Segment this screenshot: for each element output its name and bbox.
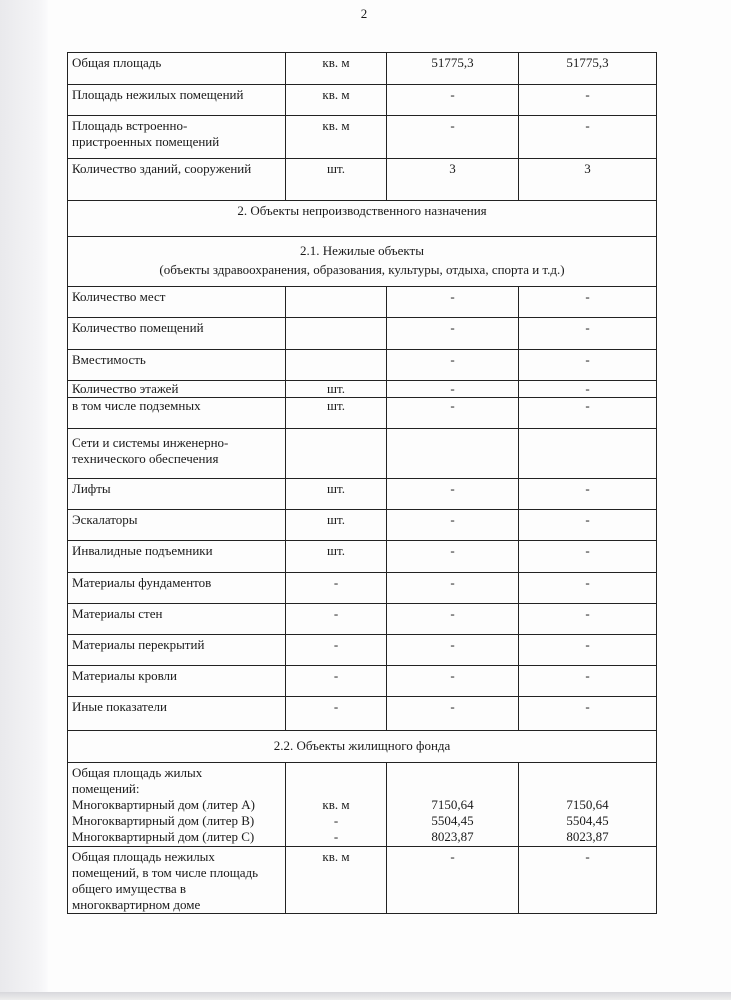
label-line: Многоквартирный дом (литер В) <box>72 813 255 828</box>
row-label <box>68 429 286 479</box>
row-label: Материалы кровли <box>68 666 286 697</box>
row-value-project: - <box>387 510 519 541</box>
row-value-project: 51775,3 <box>387 53 519 85</box>
row-label <box>68 763 286 847</box>
table-row <box>68 541 657 573</box>
label-line: Сети и системы инженерно- <box>72 435 229 450</box>
row-label: Количество зданий, сооружений <box>68 159 286 201</box>
row-label: Эскалаторы <box>68 510 286 541</box>
table-row <box>68 318 657 350</box>
row-unit: шт. <box>286 479 387 510</box>
row-value-project: - <box>387 541 519 573</box>
subsection-subtitle: (объекты здравоохранения, образования, культуры, отдыха, спорта и т.д.) <box>159 262 565 277</box>
row-unit: - <box>286 604 387 635</box>
row-label: Лифты <box>68 479 286 510</box>
table-row <box>68 635 657 666</box>
label-line: общего имущества в <box>72 881 187 896</box>
row-label: Материалы перекрытий <box>68 635 286 666</box>
table-row <box>68 847 657 914</box>
unit-line <box>290 781 382 797</box>
row-unit <box>286 318 387 350</box>
page-number: 2 <box>360 6 368 21</box>
row-value-actual: - <box>519 666 657 697</box>
section-header-row <box>68 201 657 237</box>
row-value-actual: - <box>519 116 657 159</box>
row-unit <box>286 429 387 479</box>
section-header-row <box>68 237 657 287</box>
unit-line: - <box>333 829 339 844</box>
row-unit: - <box>286 573 387 604</box>
value-line <box>523 781 652 797</box>
row-value-project: - <box>387 573 519 604</box>
section-title: 2. Объекты непроизводственного назначения <box>68 201 657 237</box>
row-label <box>68 847 286 914</box>
row-value-project: - <box>387 604 519 635</box>
row-label: Площадь нежилых помещений <box>68 85 286 116</box>
row-unit: - <box>286 666 387 697</box>
table-row <box>68 381 657 398</box>
row-value-actual: - <box>519 318 657 350</box>
value-line: 5504,45 <box>566 813 609 828</box>
section-header-row <box>68 731 657 763</box>
row-value-project: - <box>387 635 519 666</box>
row-value-actual <box>519 763 657 847</box>
table-row <box>68 763 657 847</box>
row-unit: шт. <box>286 159 387 201</box>
row-value-project: - <box>387 318 519 350</box>
row-value-project <box>387 429 519 479</box>
row-value-actual: - <box>519 847 657 914</box>
table-row <box>68 510 657 541</box>
table-row <box>68 479 657 510</box>
unit-line: кв. м <box>322 797 350 812</box>
row-value-actual: - <box>519 697 657 731</box>
row-value-project: - <box>387 85 519 116</box>
scan-margin <box>0 0 48 1000</box>
row-value-actual: - <box>519 541 657 573</box>
row-value-actual: - <box>519 604 657 635</box>
subsection-header <box>68 237 657 287</box>
row-label: Количество помещений <box>68 318 286 350</box>
value-line: 7150,64 <box>566 797 609 812</box>
row-label: Количество этажей <box>68 381 286 398</box>
row-value-actual: - <box>519 350 657 381</box>
row-value-actual: - <box>519 573 657 604</box>
row-unit: кв. м <box>286 85 387 116</box>
table-row <box>68 604 657 635</box>
row-label: Иные показатели <box>68 697 286 731</box>
value-line: 7150,64 <box>431 797 474 812</box>
label-line: Площадь встроенно- <box>72 118 188 133</box>
row-unit: шт. <box>286 510 387 541</box>
label-line: Общая площадь жилых <box>72 765 203 780</box>
row-value-project: - <box>387 847 519 914</box>
object-parameters-table <box>67 52 657 914</box>
row-unit: шт. <box>286 398 387 429</box>
subsection-title: 2.2. Объекты жилищного фонда <box>68 731 657 763</box>
row-value-actual: - <box>519 479 657 510</box>
row-unit: кв. м <box>286 116 387 159</box>
value-line <box>523 765 652 781</box>
row-value-actual: 3 <box>519 159 657 201</box>
row-value-actual: - <box>519 398 657 429</box>
table-row <box>68 116 657 159</box>
table-row <box>68 398 657 429</box>
row-value-actual: 51775,3 <box>519 53 657 85</box>
row-label: Количество мест <box>68 287 286 318</box>
row-value-actual: - <box>519 510 657 541</box>
label-line: Многоквартирный дом (литер А) <box>72 797 255 812</box>
row-label: в том числе подземных <box>68 398 286 429</box>
unit-line <box>290 765 382 781</box>
row-label: Инвалидные подъемники <box>68 541 286 573</box>
unit-line: - <box>333 813 339 828</box>
row-value-project: - <box>387 116 519 159</box>
scan-bottom-edge <box>0 992 731 1000</box>
row-value-actual: - <box>519 85 657 116</box>
row-value-project: - <box>387 666 519 697</box>
table-row <box>68 429 657 479</box>
label-line: технического обеспечения <box>72 451 219 466</box>
row-value-project <box>387 763 519 847</box>
row-value-actual <box>519 429 657 479</box>
table-row <box>68 697 657 731</box>
table-row <box>68 53 657 85</box>
row-value-project: 3 <box>387 159 519 201</box>
label-line: Общая площадь нежилых <box>72 849 215 864</box>
row-unit <box>286 350 387 381</box>
table-row <box>68 350 657 381</box>
row-value-project: - <box>387 381 519 398</box>
table-row <box>68 666 657 697</box>
label-line: помещений, в том числе площадь <box>72 865 259 880</box>
row-label: Материалы стен <box>68 604 286 635</box>
row-value-actual: - <box>519 287 657 318</box>
row-label: Общая площадь <box>68 53 286 85</box>
table-row <box>68 159 657 201</box>
row-unit: шт. <box>286 381 387 398</box>
value-line <box>391 781 514 797</box>
value-line: 5504,45 <box>431 813 474 828</box>
label-line: пристроенных помещений <box>72 134 220 149</box>
row-value-actual: - <box>519 635 657 666</box>
row-unit: кв. м <box>286 847 387 914</box>
subsection-title: 2.1. Нежилые объекты <box>300 243 424 258</box>
row-unit: - <box>286 697 387 731</box>
label-line: помещений: <box>72 781 140 796</box>
row-unit: шт. <box>286 541 387 573</box>
table-row <box>68 85 657 116</box>
row-label <box>68 116 286 159</box>
table-row <box>68 573 657 604</box>
row-value-project: - <box>387 350 519 381</box>
row-value-project: - <box>387 287 519 318</box>
label-line: многоквартирном доме <box>72 897 201 912</box>
label-line: Многоквартирный дом (литер С) <box>72 829 255 844</box>
value-line: 8023,87 <box>431 829 474 844</box>
row-unit <box>286 763 387 847</box>
row-value-actual: - <box>519 381 657 398</box>
row-value-project: - <box>387 398 519 429</box>
row-label: Материалы фундаментов <box>68 573 286 604</box>
value-line <box>391 765 514 781</box>
row-unit <box>286 287 387 318</box>
row-value-project: - <box>387 479 519 510</box>
row-label: Вместимость <box>68 350 286 381</box>
row-unit: кв. м <box>286 53 387 85</box>
value-line: 8023,87 <box>566 829 609 844</box>
table-row <box>68 287 657 318</box>
row-value-project: - <box>387 697 519 731</box>
row-unit: - <box>286 635 387 666</box>
